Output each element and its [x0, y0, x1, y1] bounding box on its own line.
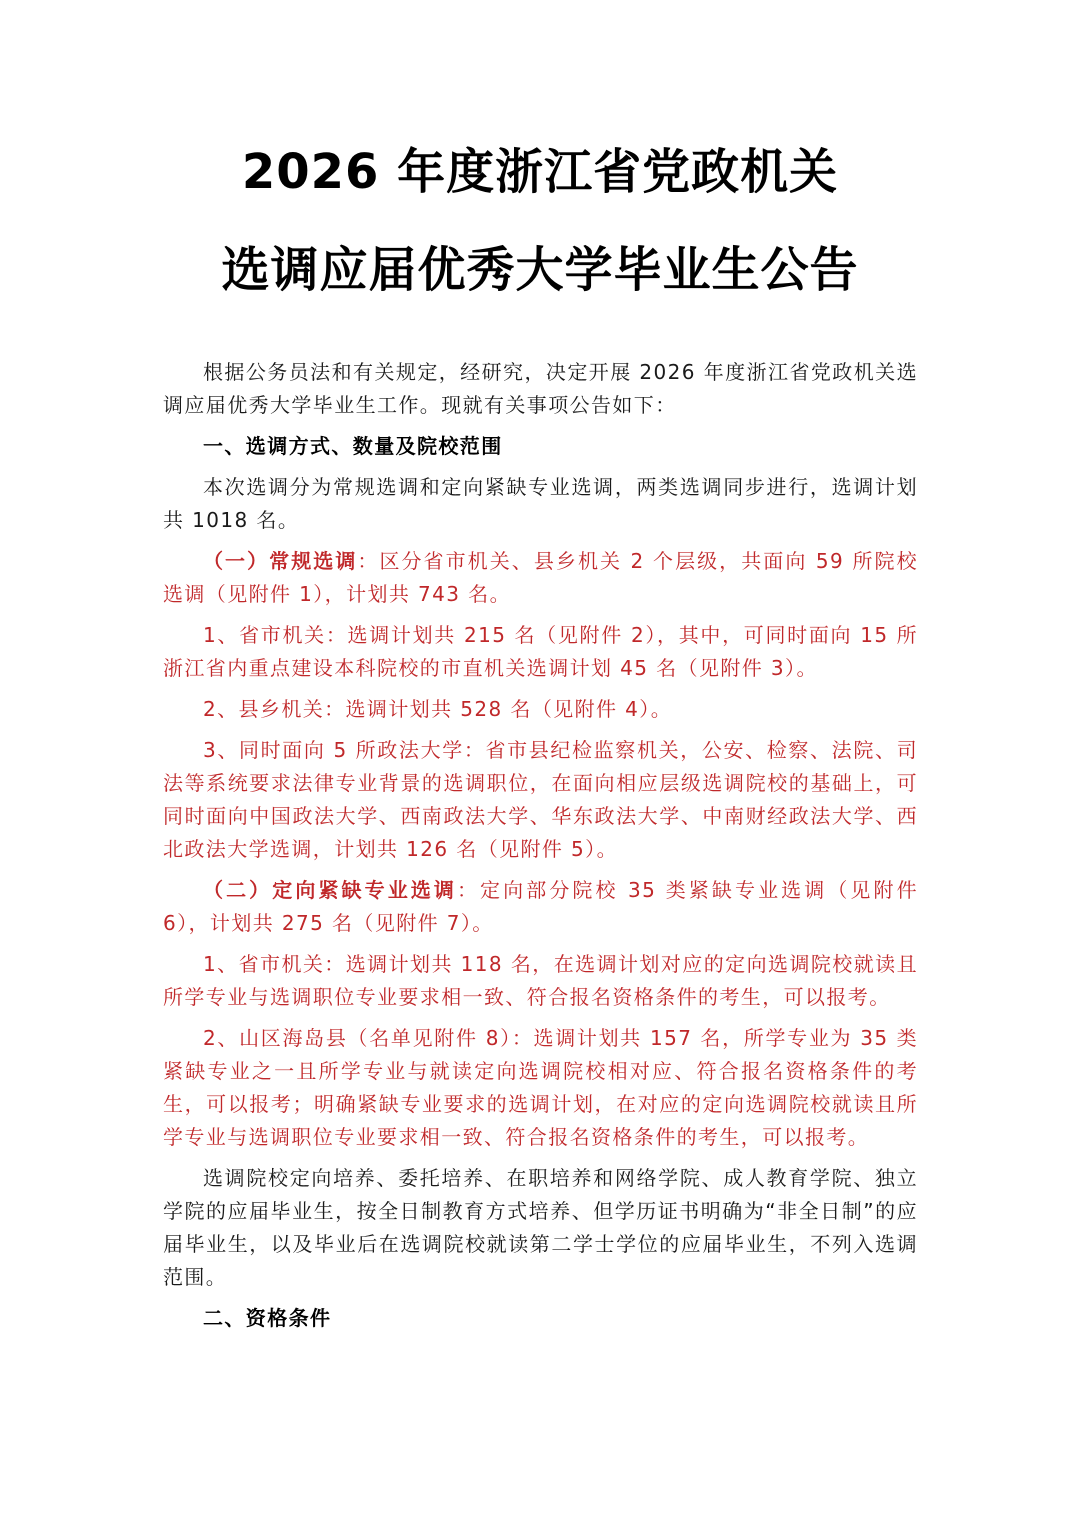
regular-item-2: 2、县乡机关：选调计划共 528 名（见附件 4）。 [203, 697, 673, 721]
section-2-heading: 二、资格条件 [203, 1306, 332, 1330]
targeted-item-1: 1、省市机关：选调计划共 118 名，在选调计划对应的定向选调院校就读且所学专业与选调职位专业要求相一致、符合报名资格条件的考生，可以报考。 [163, 952, 918, 1009]
exclusion-paragraph: 选调院校定向培养、委托培养、在职培养和网络学院、成人教育学院、独立学院的应届毕业生，按全日制教育方式培养、但学历证书明确为“非全日制”的应届毕业生，以及毕业后在选调院校就读第二学士学位的应届毕业生，不列入选调范围。 [163, 1166, 918, 1289]
section-1-summary: 本次选调分为常规选调和定向紧缺专业选调，两类选调同步进行，选调计划共 1018 名。 [163, 475, 918, 532]
regular-item-1: 1、省市机关：选调计划共 215 名（见附件 2），其中，可同时面向 15 所浙江省内重点建设本科院校的市直机关选调计划 45 名（见附件 3）。 [163, 623, 918, 680]
regular-item-3: 3、同时面向 5 所政法大学：省市县纪检监察机关，公安、检察、法院、司法等系统要求法律专业背景的选调职位，在面向相应层级选调院校的基础上，可同时面向中国政法大学、西南政法大学、华东政法大学、中南财经政法大学、西北政法大学选调，计划共 126 名（见附件 5）。 [163, 738, 918, 861]
targeted-selection-text: ：定向部分院校 35 类紧缺专业选调（见附件 6），计划共 275 名（见附件 7）。 [163, 878, 918, 935]
document-title-line-1: 2026 年度浙江省党政机关 [241, 144, 839, 200]
targeted-selection-paragraph [163, 874, 918, 940]
targeted-item-2: 2、山区海岛县（名单见附件 8）：选调计划共 157 名，所学专业为 35 类紧缺专业之一且所学专业与就读定向选调院校相对应、符合报名资格条件的考生，可以报考；明确紧缺专业要求的选调计划，在对应的定向选调院校就读且所学专业与选调职位专业要求相一致、符合报名资格条件的考生，可以报考。 [163, 1026, 918, 1149]
regular-selection-paragraph [163, 545, 918, 611]
section-1-heading: 一、选调方式、数量及院校范围 [203, 434, 503, 458]
intro-paragraph: 根据公务员法和有关规定，经研究，决定开展 2026 年度浙江省党政机关选调应届优秀大学毕业生工作。现就有关事项公告如下： [163, 360, 918, 417]
document-title-line-2: 选调应届优秀大学毕业生公告 [221, 242, 859, 298]
regular-selection-label: （一）常规选调 [203, 549, 358, 573]
regular-selection-text: ：区分省市机关、县乡机关 2 个层级，共面向 59 所院校选调（见附件 1），计划共 743 名。 [163, 549, 918, 606]
document-body [163, 356, 918, 1343]
targeted-selection-label: （二）定向紧缺专业选调 [203, 878, 457, 902]
